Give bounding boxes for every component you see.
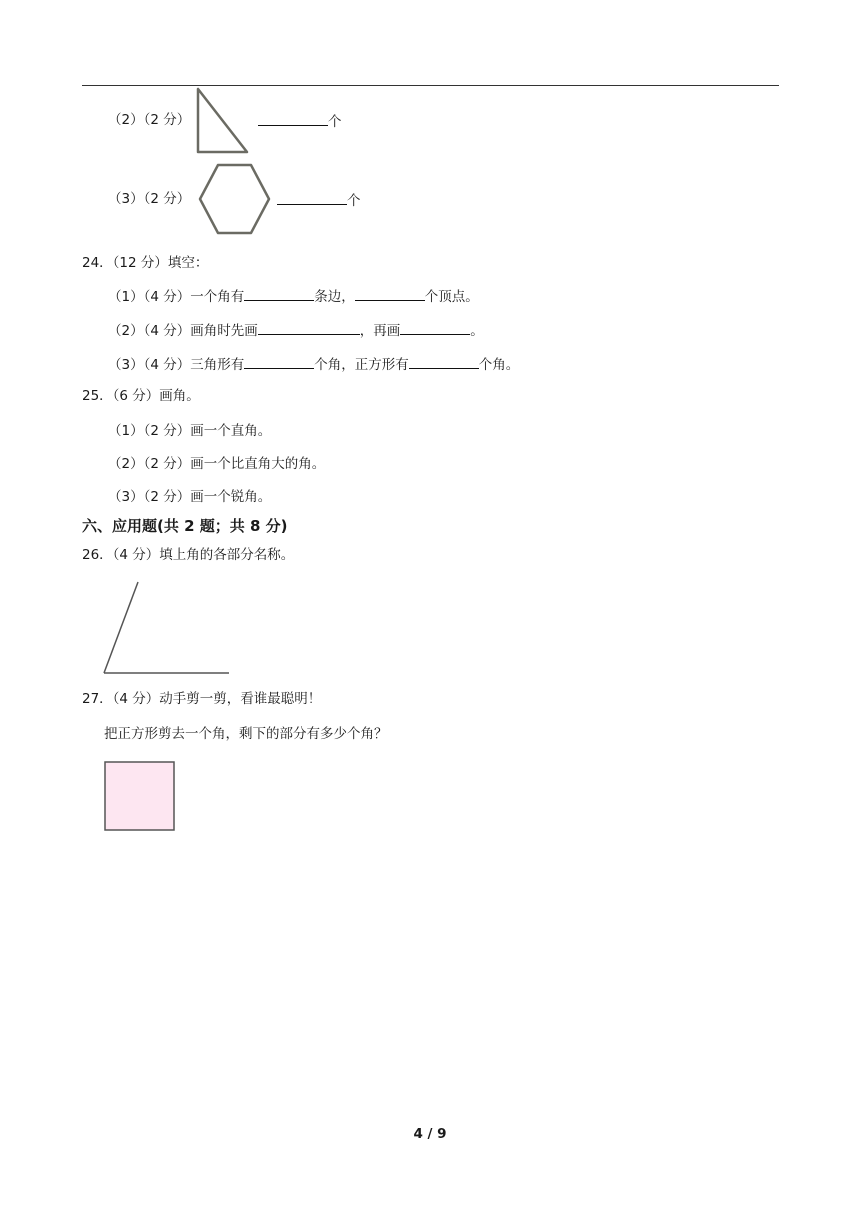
- q24-part-1: （1）（4 分）一个角有 条边， 个顶点。: [108, 286, 479, 306]
- q27-question: 把正方形剪去一个角，剩下的部分有多少个角？: [104, 726, 388, 742]
- q24-part-3: （3）（4 分）三角形有 个角，正方形有 个角。: [108, 354, 519, 374]
- q24-part-2: （2）（4 分）画角时先画 ，再画 。: [108, 320, 484, 340]
- q25-item-1: （1）（2 分）画一个直角。: [108, 423, 272, 439]
- q27-stem: 27．（4 分）动手剪一剪，看谁最聪明！: [82, 691, 322, 707]
- q25-item-2: （2）（2 分）画一个比直角大的角。: [108, 456, 326, 472]
- section-6-title: 六、应用题(共 2 题；共 8 分): [82, 517, 288, 535]
- q23-item-2-answer: 个: [258, 111, 342, 131]
- page-number: 4 / 9: [413, 1126, 447, 1142]
- q23-item-3-label: （3）（2 分）: [108, 191, 191, 207]
- q23-item-3-answer: 个: [277, 190, 361, 210]
- q25-stem: 25．（6 分）画角。: [82, 388, 200, 404]
- q23-item-2-label: （2）（2 分）: [108, 112, 191, 128]
- q25-item-3: （3）（2 分）画一个锐角。: [108, 489, 272, 505]
- q26-stem: 26．（4 分）填上角的各部分名称。: [82, 547, 295, 563]
- q24-stem: 24．（12 分）填空：: [82, 255, 209, 271]
